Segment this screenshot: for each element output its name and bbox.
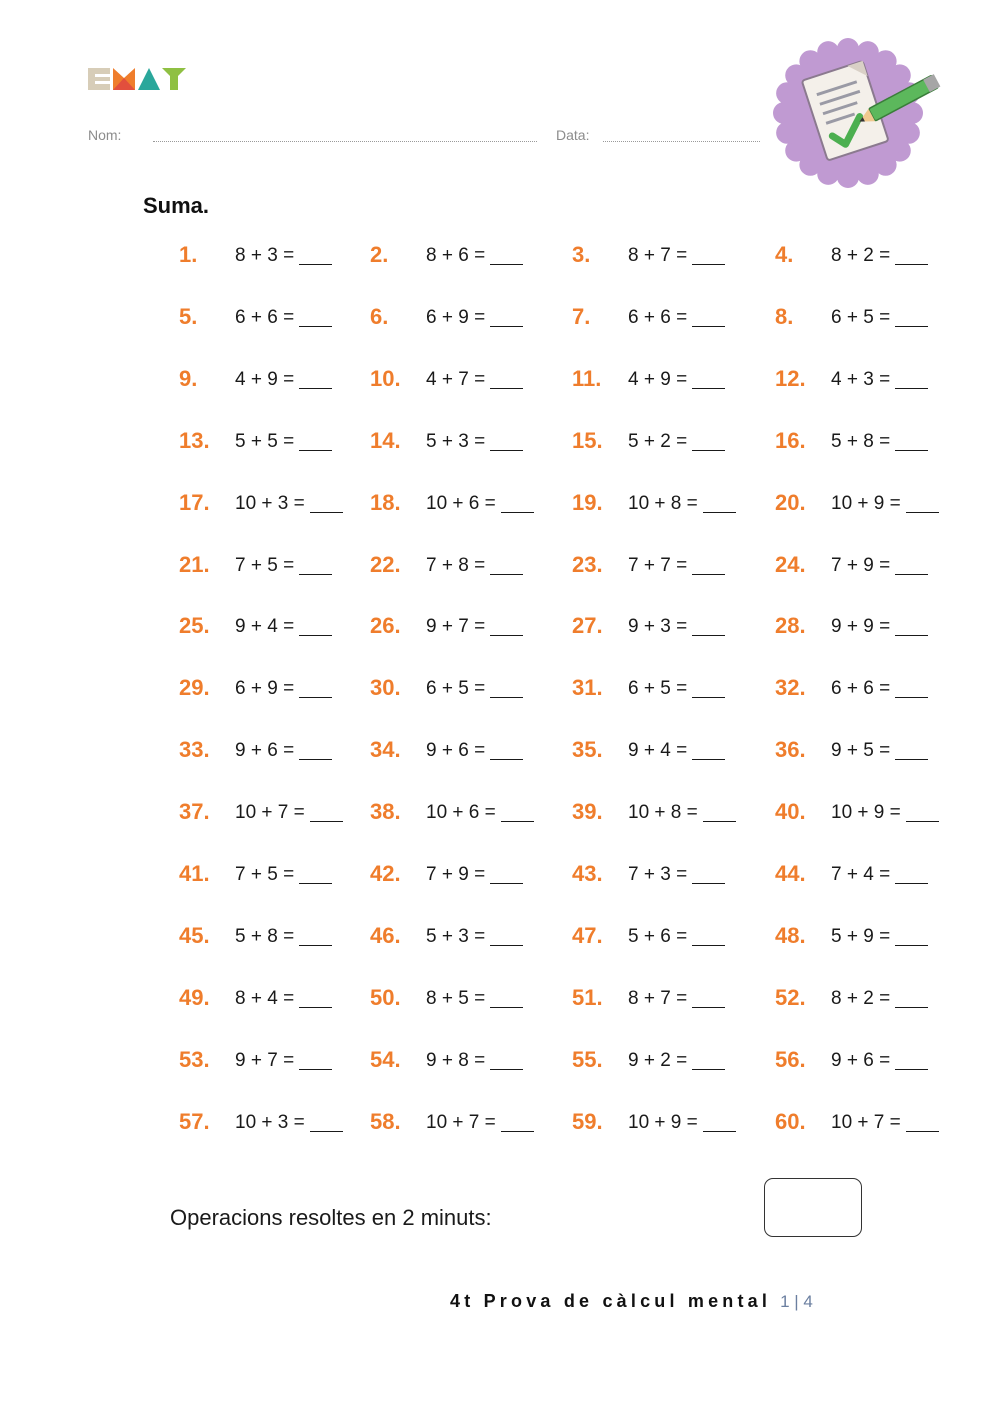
exercise-number: 44. — [775, 861, 806, 886]
exercise-operation: 10 + 8 = — [628, 802, 698, 824]
answer-blank[interactable] — [692, 883, 725, 884]
exercise-item — [179, 737, 359, 767]
answer-blank[interactable] — [692, 450, 725, 451]
emat-logo — [88, 66, 186, 92]
exercise-number: 36. — [775, 737, 806, 763]
answer-blank[interactable] — [299, 388, 332, 389]
exercise-number: 32. — [775, 675, 806, 701]
answer-blank[interactable] — [490, 574, 523, 575]
exercise-item — [179, 552, 359, 582]
exercise-operation: 8 + 2 = — [831, 987, 891, 1009]
exercise-operation: 7 + 3 = — [628, 864, 688, 885]
exercise-number: 28. — [775, 613, 806, 639]
exercise-item — [775, 985, 955, 1015]
exercise-number: 17. — [179, 489, 210, 515]
exercise-operation: 5 + 3 = — [426, 430, 486, 452]
exercise-item — [179, 799, 359, 829]
exercise-number: 42. — [370, 861, 401, 886]
exercise-operation: 6 + 6 = — [831, 678, 891, 700]
answer-blank[interactable] — [299, 326, 332, 327]
exercise-item — [572, 799, 752, 829]
answer-blank[interactable] — [895, 1069, 928, 1070]
answer-blank[interactable] — [299, 1007, 332, 1008]
answer-blank[interactable] — [906, 1131, 939, 1132]
section-title: Suma. — [143, 193, 210, 218]
exercise-item — [370, 242, 550, 272]
answer-blank[interactable] — [895, 264, 928, 265]
answer-blank[interactable] — [299, 759, 332, 760]
exercise-item — [775, 613, 955, 643]
exercise-operation: 6 + 9 = — [235, 678, 295, 700]
answer-blank[interactable] — [692, 388, 725, 389]
exercise-number: 43. — [572, 861, 603, 886]
answer-blank[interactable] — [501, 821, 534, 822]
answer-blank[interactable] — [310, 1131, 343, 1132]
answer-blank[interactable] — [490, 635, 523, 636]
answer-blank[interactable] — [692, 945, 725, 946]
exercise-item — [572, 490, 752, 520]
exercise-item — [370, 366, 550, 396]
answer-blank[interactable] — [692, 574, 725, 575]
exercise-number: 54. — [370, 1046, 401, 1072]
exercise-number: 3. — [572, 242, 591, 267]
exercise-number: 19. — [572, 489, 603, 515]
answer-blank[interactable] — [692, 264, 725, 265]
exercise-number: 13. — [179, 427, 210, 453]
exercise-operation: 10 + 7 = — [426, 1111, 496, 1133]
answer-blank[interactable] — [299, 945, 332, 946]
exercise-operation: 4 + 9 = — [628, 368, 688, 390]
exercise-operation: 5 + 2 = — [628, 430, 688, 452]
exercise-item — [370, 552, 550, 582]
exercise-operation: 6 + 6 = — [628, 306, 688, 328]
exercise-number: 25. — [179, 613, 210, 639]
exercise-operation: 5 + 5 = — [235, 430, 295, 452]
exercise-number: 51. — [572, 984, 603, 1010]
exercise-number: 31. — [572, 675, 603, 701]
exercise-operation: 7 + 9 = — [831, 554, 891, 576]
exercise-item — [370, 1047, 550, 1077]
exercise-operation: 9 + 7 = — [426, 616, 486, 638]
exercise-number: 41. — [179, 861, 210, 886]
exercise-item — [370, 985, 550, 1015]
answer-blank[interactable] — [895, 574, 928, 575]
exercise-item — [572, 923, 752, 953]
exercise-operation: 9 + 6 = — [235, 740, 295, 762]
exercise-number: 38. — [370, 799, 401, 825]
date-label: Data: — [556, 127, 590, 143]
exercise-operation: 6 + 9 = — [426, 306, 486, 328]
exercise-item — [572, 366, 752, 396]
exercise-operation: 5 + 3 = — [426, 925, 486, 947]
footer-title: 4t Prova de càlcul mental — [450, 1291, 772, 1311]
exercise-number: 2. — [370, 242, 389, 267]
exercise-operation: 5 + 8 = — [831, 430, 891, 452]
answer-blank[interactable] — [906, 512, 939, 513]
exercise-number: 7. — [572, 303, 591, 329]
exercise-item — [370, 737, 550, 767]
exercise-item — [179, 613, 359, 643]
answer-blank[interactable] — [490, 450, 523, 451]
answer-blank[interactable] — [299, 635, 332, 636]
exercise-item — [370, 1109, 550, 1139]
exercise-operation: 10 + 9 = — [628, 1111, 698, 1133]
exercise-item — [775, 799, 955, 829]
exercise-operation: 7 + 8 = — [426, 554, 486, 576]
exercise-item — [572, 428, 752, 458]
exercise-operation: 8 + 6 = — [426, 245, 486, 266]
exercise-operation: 7 + 5 = — [235, 864, 295, 885]
answer-blank[interactable] — [895, 1007, 928, 1008]
exercise-operation: 5 + 6 = — [628, 925, 688, 947]
exercise-item — [370, 675, 550, 705]
exercise-item — [572, 861, 752, 891]
exercise-number: 57. — [179, 1108, 210, 1134]
exercise-item — [572, 552, 752, 582]
exercise-item — [775, 366, 955, 396]
exercise-number: 48. — [775, 922, 806, 948]
exercise-operation: 7 + 5 = — [235, 554, 295, 576]
exercise-operation: 10 + 3 = — [235, 1111, 305, 1133]
exercise-operation: 9 + 4 = — [235, 616, 295, 638]
exercise-number: 30. — [370, 675, 401, 701]
answer-blank[interactable] — [501, 1131, 534, 1132]
answer-blank[interactable] — [692, 759, 725, 760]
exercise-number: 29. — [179, 675, 210, 701]
exercise-number: 20. — [775, 489, 806, 515]
exercise-number: 26. — [370, 613, 401, 639]
exercise-number: 33. — [179, 737, 210, 763]
exercise-number: 56. — [775, 1046, 806, 1072]
exercise-operation: 8 + 7 = — [628, 987, 688, 1009]
exercise-number: 15. — [572, 427, 603, 453]
answer-blank[interactable] — [895, 759, 928, 760]
exercise-item — [775, 490, 955, 520]
exercise-number: 16. — [775, 427, 806, 453]
exercise-number: 10. — [370, 365, 401, 391]
answer-blank[interactable] — [692, 1007, 725, 1008]
exercise-number: 34. — [370, 737, 401, 763]
exercise-item — [370, 613, 550, 643]
exercise-number: 8. — [775, 303, 794, 329]
answer-blank[interactable] — [299, 883, 332, 884]
answer-blank[interactable] — [299, 574, 332, 575]
exercise-operation: 8 + 3 = — [235, 245, 295, 266]
exercise-item — [775, 552, 955, 582]
exercise-number: 60. — [775, 1108, 806, 1134]
exercise-item — [572, 1047, 752, 1077]
answer-blank[interactable] — [490, 1069, 523, 1070]
exercise-operation: 10 + 9 = — [831, 802, 901, 824]
answer-blank[interactable] — [895, 697, 928, 698]
exercise-operation: 6 + 6 = — [235, 306, 295, 328]
answer-blank[interactable] — [310, 512, 343, 513]
exercise-operation: 9 + 4 = — [628, 740, 688, 762]
exercise-item — [370, 490, 550, 520]
page-number: 1 | 4 — [780, 1292, 813, 1311]
answer-blank[interactable] — [703, 821, 736, 822]
answer-blank[interactable] — [501, 512, 534, 513]
exercise-item — [179, 242, 359, 272]
exercise-number: 21. — [179, 551, 210, 577]
exercise-operation: 10 + 8 = — [628, 492, 698, 514]
exercise-operation: 7 + 7 = — [628, 554, 688, 576]
exercise-item — [775, 242, 955, 272]
answer-blank[interactable] — [299, 697, 332, 698]
answer-blank[interactable] — [299, 1069, 332, 1070]
answer-blank[interactable] — [490, 945, 523, 946]
exercise-number: 45. — [179, 922, 210, 948]
exercise-item — [775, 1047, 955, 1077]
answer-blank[interactable] — [906, 821, 939, 822]
exercise-number: 47. — [572, 922, 603, 948]
exercise-item — [572, 304, 752, 334]
exercise-operation: 9 + 6 = — [426, 740, 486, 762]
answer-blank[interactable] — [895, 883, 928, 884]
exercise-number: 22. — [370, 551, 401, 577]
exercise-operation: 5 + 8 = — [235, 925, 295, 947]
exercise-number: 37. — [179, 799, 210, 825]
exercise-number: 23. — [572, 551, 603, 577]
exercise-operation: 4 + 7 = — [426, 368, 486, 390]
exercise-item — [775, 304, 955, 334]
exercise-number: 58. — [370, 1108, 401, 1134]
exercise-operation: 5 + 9 = — [831, 925, 891, 947]
exercise-operation: 6 + 5 = — [831, 306, 891, 328]
exercise-operation: 7 + 4 = — [831, 864, 891, 885]
exercise-item — [370, 923, 550, 953]
exercise-item — [775, 861, 955, 891]
answer-blank[interactable] — [299, 264, 332, 265]
exercise-number: 50. — [370, 984, 401, 1010]
exercise-operation: 8 + 2 = — [831, 245, 891, 266]
exercise-operation: 10 + 7 = — [831, 1111, 901, 1133]
exercise-item — [179, 1047, 359, 1077]
checklist-pencil-icon — [770, 38, 950, 188]
exercise-number: 55. — [572, 1046, 603, 1072]
exercise-number: 12. — [775, 365, 806, 391]
exercise-item — [775, 923, 955, 953]
exercise-item — [179, 675, 359, 705]
exercise-operation: 8 + 7 = — [628, 245, 688, 266]
exercise-item — [179, 490, 359, 520]
exercise-item — [179, 1109, 359, 1139]
name-field[interactable] — [153, 141, 537, 142]
exercise-number: 39. — [572, 799, 603, 825]
exercise-item — [572, 985, 752, 1015]
answer-blank[interactable] — [692, 326, 725, 327]
answer-blank[interactable] — [310, 821, 343, 822]
exercise-item — [775, 428, 955, 458]
exercise-operation: 10 + 3 = — [235, 492, 305, 514]
exercise-item — [370, 861, 550, 891]
exercise-operation: 10 + 6 = — [426, 492, 496, 514]
exercise-number: 27. — [572, 613, 603, 639]
exercise-number: 9. — [179, 365, 198, 391]
exercise-number: 6. — [370, 303, 389, 329]
answer-blank[interactable] — [692, 635, 725, 636]
exercise-item — [572, 242, 752, 272]
answer-blank[interactable] — [692, 1069, 725, 1070]
answer-blank[interactable] — [895, 326, 928, 327]
exercise-item — [179, 366, 359, 396]
exercise-operation: 9 + 8 = — [426, 1049, 486, 1071]
answer-blank[interactable] — [895, 450, 928, 451]
exercise-item — [572, 737, 752, 767]
exercise-operation: 4 + 9 = — [235, 368, 295, 390]
result-count-box[interactable] — [764, 1178, 862, 1237]
answer-blank[interactable] — [299, 450, 332, 451]
exercise-item — [775, 737, 955, 767]
exercise-item — [370, 428, 550, 458]
exercise-operation: 9 + 9 = — [831, 616, 891, 638]
exercise-number: 1. — [179, 242, 198, 267]
exercise-operation: 7 + 9 = — [426, 864, 486, 885]
exercise-item — [370, 799, 550, 829]
exercise-number: 5. — [179, 303, 198, 329]
exercise-item — [179, 923, 359, 953]
exercise-number: 49. — [179, 984, 210, 1010]
answer-blank[interactable] — [490, 759, 523, 760]
exercise-number: 53. — [179, 1046, 210, 1072]
answer-blank[interactable] — [692, 697, 725, 698]
exercise-number: 24. — [775, 551, 806, 577]
exercise-item — [775, 1109, 955, 1139]
exercise-number: 40. — [775, 799, 806, 825]
exercise-item — [179, 861, 359, 891]
answer-blank[interactable] — [490, 883, 523, 884]
answer-blank[interactable] — [490, 264, 523, 265]
exercise-operation: 6 + 5 = — [426, 678, 486, 700]
exercise-operation: 8 + 4 = — [235, 987, 295, 1009]
answer-blank[interactable] — [490, 326, 523, 327]
exercise-item — [179, 304, 359, 334]
exercise-number: 18. — [370, 489, 401, 515]
exercise-item — [775, 675, 955, 705]
exercise-operation: 10 + 7 = — [235, 802, 305, 824]
exercise-number: 11. — [572, 365, 602, 391]
answer-blank[interactable] — [490, 388, 523, 389]
answer-blank[interactable] — [490, 697, 523, 698]
exercise-item — [179, 428, 359, 458]
answer-blank[interactable] — [895, 388, 928, 389]
exercise-operation: 9 + 5 = — [831, 740, 891, 762]
exercise-operation: 6 + 5 = — [628, 678, 688, 700]
exercise-item — [572, 613, 752, 643]
exercise-item — [572, 675, 752, 705]
exercise-number: 59. — [572, 1108, 603, 1134]
exercise-number: 52. — [775, 984, 806, 1010]
exercise-operation: 4 + 3 = — [831, 368, 891, 390]
exercise-item — [572, 1109, 752, 1139]
exercise-item — [179, 985, 359, 1015]
exercise-operation: 9 + 6 = — [831, 1049, 891, 1071]
date-field[interactable] — [603, 141, 760, 142]
exercise-operation: 9 + 2 = — [628, 1049, 688, 1071]
exercise-operation: 9 + 7 = — [235, 1049, 295, 1071]
result-label: Operacions resoltes en 2 minuts: — [170, 1205, 492, 1230]
exercise-operation: 10 + 6 = — [426, 802, 496, 824]
exercise-item — [370, 304, 550, 334]
exercise-operation: 9 + 3 = — [628, 616, 688, 638]
exercise-operation: 10 + 9 = — [831, 492, 901, 514]
answer-blank[interactable] — [703, 512, 736, 513]
answer-blank[interactable] — [895, 635, 928, 636]
exercise-operation: 8 + 5 = — [426, 987, 486, 1009]
name-label: Nom: — [88, 127, 122, 143]
exercise-number: 4. — [775, 242, 794, 267]
footer — [450, 1291, 813, 1312]
exercise-number: 14. — [370, 427, 401, 453]
answer-blank[interactable] — [490, 1007, 523, 1008]
exercise-number: 35. — [572, 737, 603, 763]
answer-blank[interactable] — [703, 1131, 736, 1132]
exercise-number: 46. — [370, 922, 401, 948]
answer-blank[interactable] — [895, 945, 928, 946]
